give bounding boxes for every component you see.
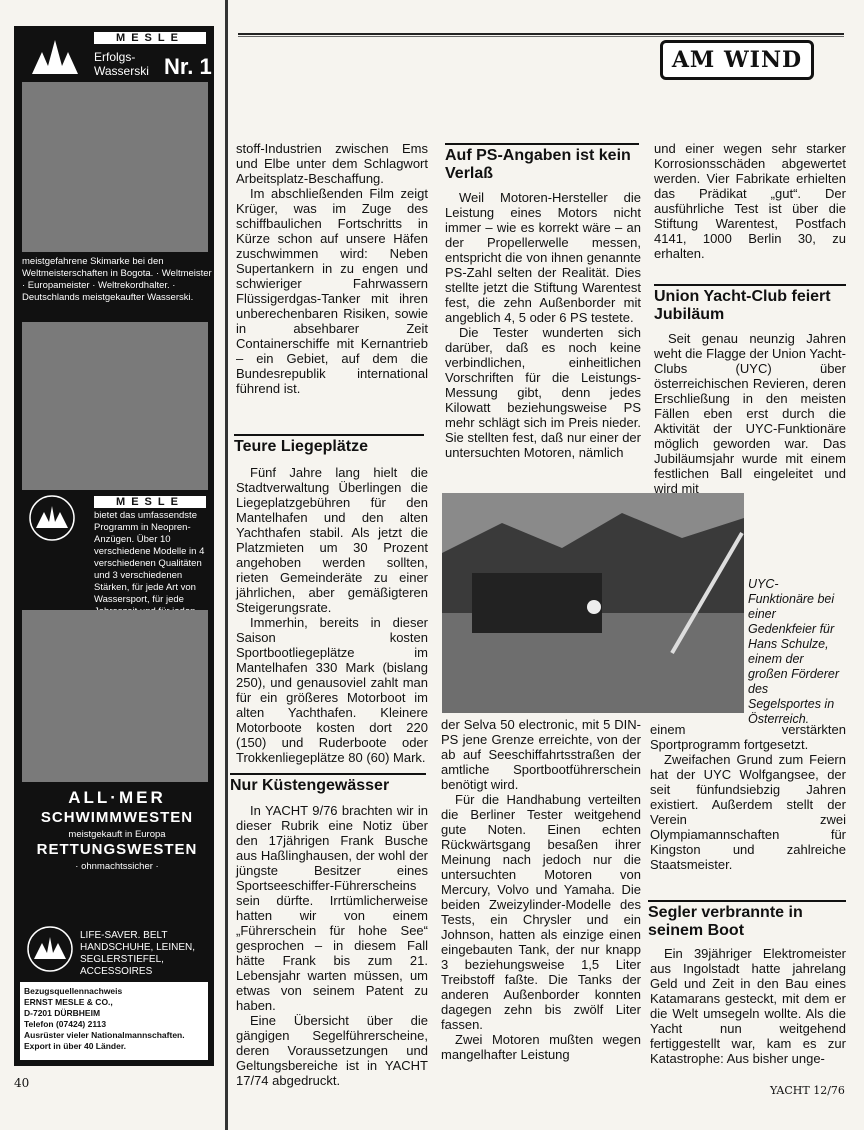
column-1 [236, 141, 428, 396]
page-number: 40 [14, 1076, 30, 1090]
col1-paragraph-3: Fünf Jahre lang hielt die Stadtverwaltung Überlingen die Liegeplatzgebühren für den Mantelhafen und den alten Yachthafen stabil. Als jetzt die Platzmieten um 30 Prozent angehoben werden sollten, rieten Gemeinderäte zu einer jährlichen, aber gemäßigteren Steigerungsrate. [236, 465, 428, 615]
uyc-ceremony-photo [442, 493, 744, 713]
col1-paragraph-1: stoff-Industrien zwischen Ems und Elbe unter dem Schlagwort Arbeitsplatz-Beschaffung. [236, 141, 428, 186]
column-3d [650, 946, 846, 1066]
ad-phone: Telefon (07424) 2113 [24, 1019, 107, 1029]
ad-schwimmwesten: SCHWIMMWESTEN [40, 809, 194, 826]
ad-subtitle: Erfolgs-Wasserski [94, 50, 149, 78]
column-3b [654, 331, 846, 496]
ad-number-one: Nr. 1 [164, 54, 212, 79]
col3-paragraph-5: Ein 39jähriger Elektromeister aus Ingolstadt hatte jahrelang Geld und Zeit in den Bau eines Katamarans gesteckt, mit dem er die Welt umsegeln wollte. Als die Yacht nun weitgehend fertiggestellt war, kam es zur Katastrophe: Aus bisher unge- [650, 946, 846, 1066]
ad-allmer: ALL·MER [68, 788, 166, 807]
col2-paragraph-2: Die Tester wunderten sich darüber, daß es noch keine verbindlichen, einheitlichen Vorschriften für die Leistungs-Messung gibt, denn jedes Kilowatt beziehungsweise PS mehr schlägt sich im Preis nieder. Sie stellten fest, daß nur einer der untersuchten Motoren, nämlich [445, 325, 641, 460]
column-2b [441, 717, 641, 1062]
col2-paragraph-5: Zwei Motoren mußten wegen mangelhafter Leistung [441, 1032, 641, 1062]
column-1b [236, 465, 428, 765]
column-3c [650, 722, 846, 872]
heading-teure-liegeplaetze: Teure Liegeplätze [234, 434, 424, 456]
ad-export: Ausrüster vieler Nationalmannschaften. Export in über 40 Länder. [24, 1030, 185, 1051]
col2-paragraph-3: der Selva 50 electronic, mit 5 DIN-PS jene Grenze erreichte, von der ab auf Seeschiffahrtsstraßen der amtliche Sportbootführerschein benötigt wird. [441, 717, 641, 792]
ad-products: LIFE-SAVER. BELT HANDSCHUHE, LEINEN, SEGLERSTIEFEL, ACCESSOIRES [80, 930, 196, 977]
col1-paragraph-6: Eine Übersicht über die gängigen Segelführerscheine, deren Voraussetzungen und Geltungsbereiche ist in YACHT 17/74 abgedruckt. [236, 1013, 428, 1088]
col2-paragraph-1: Weil Motoren-Hersteller die Leistung eines Motors nicht immer – wie es korrekt wäre – an der Propellerwelle messen, entspricht die von ihnen genannte PS-Zahl selten der Realität. Dies stellte jetzt die Stiftung Warentest fest, die zehn Außenborder mit angeblich 4, 5 oder 6 PS testete. [445, 190, 641, 325]
neoprene-photo [22, 322, 208, 490]
ad-block-2: bietet das umfassendste Programm in Neopren-Anzügen. Über 10 verschiedene Modelle in 4 verschiedenen Qualitäten und 3 verschiedenen Stärken, für jede Art von Wassersport, für jede [94, 510, 205, 605]
heading-segler-verbrannte: Segler verbrannte in seinem Boot [648, 900, 846, 940]
col1-paragraph-2: Im abschließenden Film zeigt Krüger, was im Zuge des schiffbaulichen Fortschritts in Kürze schon auf unsere Häfen zuschwimmen wird: Neben Supertankern in zu engen und schwieriger Fahrwassern Flüssigerdgas-Tanker mit ihren unberechenbaren Risiken, sowie in absehbarer Zeit Containerschiffe mit Kernantrieb – ein Gebiet, auf dem die Bundesrepublik international führend ist. [236, 186, 428, 396]
mesle-master-seal-2-icon [22, 924, 78, 974]
mesle-logo-icon [28, 34, 82, 80]
ad-source-title: Bezugsquellennachweis [24, 986, 123, 996]
column-2 [445, 190, 641, 460]
column-1c [236, 803, 428, 1088]
col3-paragraph-2: Seit genau neunzig Jahren weht die Flagge der Union Yacht-Clubs (UYC) über österreichischen Revieren, deren Erschließung in den meisten Fällen eben erst durch die Aktivität der UYC-Funktionäre möglich geworden war. Das Jubiläumsjahr wurde mit einem festlichen Ball eingeleitet und wird mit [654, 331, 846, 496]
ad-brand: MESLE [94, 32, 206, 44]
heading-union-yacht-club: Union Yacht-Club feiert Jubiläum [654, 284, 846, 324]
ad-rettungswesten: RETTUNGSWESTEN [36, 841, 198, 858]
photo-scene-icon [442, 493, 744, 713]
col1-paragraph-5: In YACHT 9/76 brachten wir in dieser Rubrik eine Notiz über den 17jährigen Frank Busche aus Haßlinghausen, der wohl der jüngste Besitzer eines Sportseeschiffer-Führerscheins sein dürfte. Irrtümlicherweise hatten wir von einem „Führerschein für hohe See“ gesprochen – in diesem Fall hätte Frank bis zum 21. Lebensjahr warten müssen, um etwas von seinem Patent zu haben. [236, 803, 428, 1013]
ad-company: ERNST MESLE & CO., [24, 997, 113, 1007]
waterski-photo [22, 82, 208, 252]
heading-nur-kuestengewaesser: Nur Küstengewässer [230, 773, 426, 795]
ad-city: D-7201 DÜRBHEIM [24, 1008, 101, 1018]
lifejacket-photo [22, 610, 208, 782]
ad-brand-2: MESLE [94, 496, 206, 508]
ad-schwimmwesten-sub: meistgekauft in Europa [68, 829, 166, 840]
col3-paragraph-1: und einer wegen sehr starker Korrosionsschäden abgewertet werden. Vier Fabrikate erhielten das Prädikat „gut“. Der ausführliche Test ist über die Stiftung Warentest, Postfach 4141, 1000 Berlin 30, zu erhalten. [654, 141, 846, 261]
section-masthead: AM WIND [660, 40, 814, 80]
ad-contact-box [20, 982, 208, 1060]
col1-paragraph-4: Immerhin, bereits in dieser Saison kosten Sportbootliegeplätze im Mantelhafen 330 Mark (bislang 250), und genausoviel zahlt man für ein größeres Motorboot im alten Yachthafen. Kleinere Motorboote kosten dort 220 (150) und Ruderboote oder Trokkenliegeplätze 80 (60) Mark. [236, 615, 428, 765]
ad-rettungswesten-sub: · ohnmachtssicher · [75, 861, 159, 872]
column-3 [654, 141, 846, 261]
ad-block-1: meistgefahrene Skimarke bei den Weltmeisterschaften in Bogota. · Weltmeister · Europameister · Weltrekordhalter. · Deutschlands meistgekaufter Wasserski. [22, 256, 212, 303]
photo-caption: UYC-Funktionäre bei einer Gedenkfeier für Hans Schulze, einem der großen Förderer des Segelsportes in Österreich. [748, 577, 840, 726]
mesle-advertisement [14, 26, 214, 1066]
issue-label: YACHT 12/76 [770, 1084, 845, 1097]
page-gutter-line [225, 0, 228, 1130]
col2-paragraph-4: Für die Handhabung verteilten die Berliner Tester weitgehend gute Noten. Einen echten Rückwärtsgang besaßen ihrer Meinung nach jedoch nur die untersuchten Motoren von Mercury, Volvo und Yamaha. Die beiden Zweizylinder-Modelle des Tests, ein Chrysler und ein Johnson, hatten als einzige einen eingebauten Tank, der nur knapp 3 beziehungsweise 1,5 Liter Treibstoff faßte. Die Tanks der anderen Außenborder konnten dagegen zehn bis zwölf Liter fassen. [441, 792, 641, 1032]
col3-paragraph-4: Zweifachen Grund zum Feiern hat der UYC Wolfgangsee, der seit fünfundsiebzig Jahren existiert. Außerdem stellt der Verein zwei Olympiamannschaften für Kingston und zahlreiche Staatsmeister. [650, 752, 846, 872]
col3-paragraph-3: einem verstärkten Sportprogramm fortgesetzt. [650, 722, 846, 752]
heading-ps-angaben: Auf PS-Angaben ist kein Verlaß [445, 143, 639, 183]
top-rule-thin [238, 36, 844, 37]
top-rule [238, 33, 844, 35]
